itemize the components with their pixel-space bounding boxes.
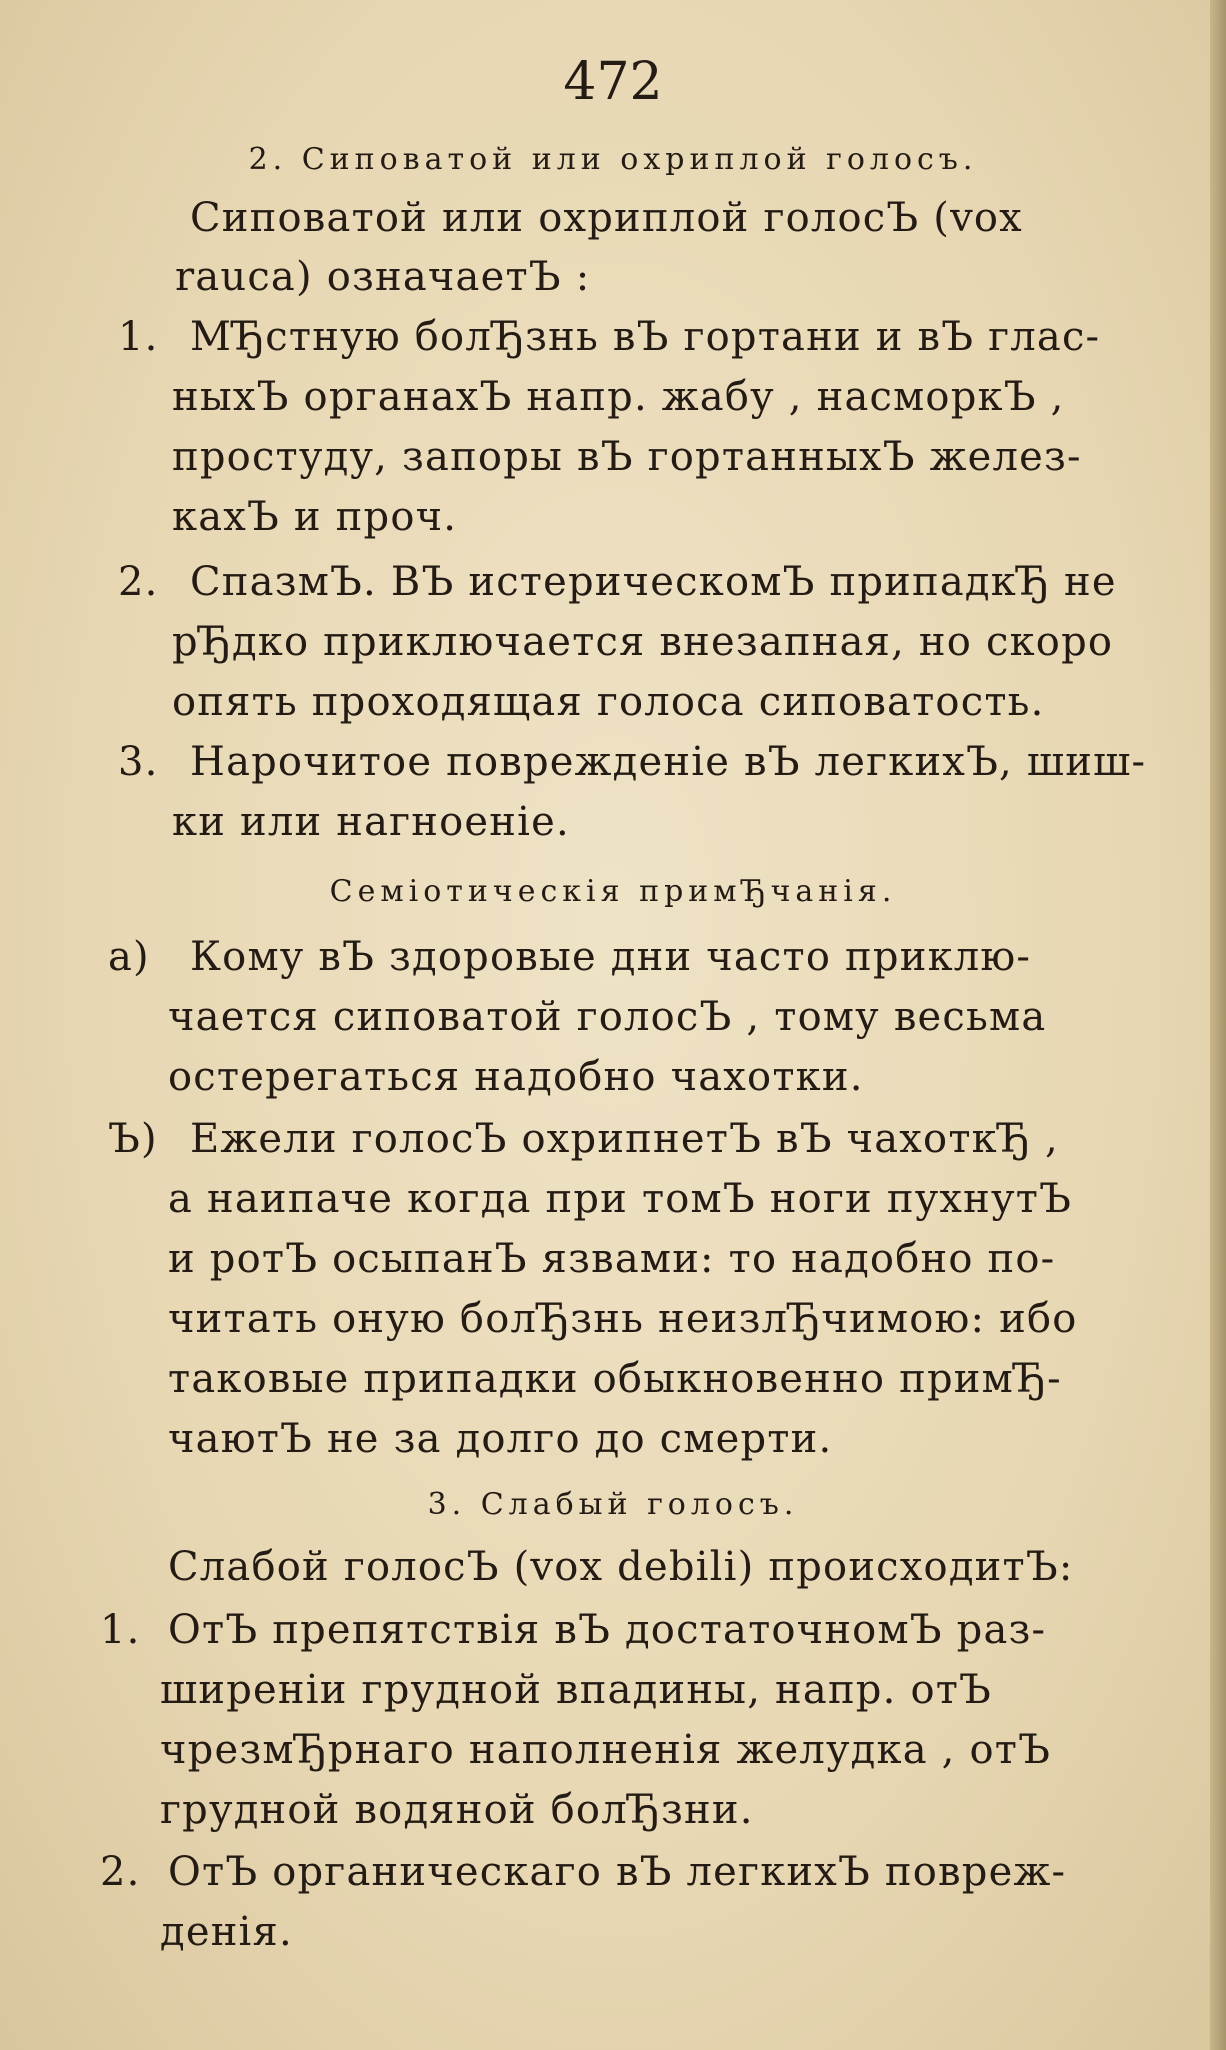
text-line: кахЪ и проч. — [172, 494, 458, 540]
text-line: Кому вЪ здоровые дни часто приклю- — [190, 934, 1032, 980]
section-2-intro-line: rauca) означаетЪ : — [175, 254, 591, 300]
item-marker: a) — [108, 934, 150, 980]
text-line: остерегаться надобно чахотки. — [168, 1054, 864, 1100]
text-line: грудной водяной болЂзни. — [160, 1787, 754, 1833]
item-marker: 2. — [118, 559, 159, 605]
text-line: ныхЪ органахЪ напр. жабу , насморкЪ , — [172, 374, 1065, 420]
section-3-intro-line: Слабой голосЪ (vox debili) происходитЪ: — [168, 1544, 1074, 1590]
item-marker: 1. — [100, 1607, 141, 1653]
item-marker: 1. — [118, 314, 159, 360]
page-number: 472 — [563, 52, 663, 112]
text-line: ОтЪ органическаго вЪ легкихЪ повреж- — [168, 1849, 1067, 1895]
text-line: денія. — [160, 1909, 293, 1955]
text-line: МЂстную болЂзнь вЪ гортани и вЪ глас- — [190, 314, 1101, 360]
notes-title: Семіотическія примЂчанія. — [329, 874, 897, 909]
text-line: таковые припадки обыкновенно примЂ- — [168, 1356, 1062, 1402]
item-marker: 3. — [118, 739, 159, 785]
text-line: читать оную болЂзнь неизлЂчимою: ибо — [168, 1296, 1078, 1342]
section-3-title: 3. Слабый голосъ. — [427, 1487, 799, 1522]
page-gutter-shadow — [1210, 0, 1226, 2050]
text-line: Ежели голосЪ охрипнетЪ вЪ чахоткЂ , — [190, 1116, 1059, 1162]
text-line: рЂдко приключается внезапная, но скоро — [172, 619, 1114, 665]
text-line: СпазмЪ. ВЪ истерическомЪ припадкЂ не — [190, 559, 1117, 605]
text-line: ОтЪ препятствія вЪ достаточномЪ раз- — [168, 1607, 1047, 1653]
text-line: простуду, запоры вЪ гортанныхЪ желез- — [172, 434, 1082, 480]
text-line: ширеніи грудной впадины, напр. отЪ — [160, 1667, 993, 1713]
section-2-intro-line: Сиповатой или охриплой голосЪ (vox — [190, 195, 1023, 241]
text-line: Нарочитое поврежденіе вЪ легкихЪ, шиш- — [190, 739, 1147, 785]
text-line: а наипаче когда при томЪ ноги пухнутЪ — [168, 1176, 1073, 1222]
text-line: и ротЪ осыпанЪ язвами: то надобно по- — [168, 1236, 1056, 1282]
text-line: ки или нагноеніе. — [172, 799, 570, 845]
section-2-title: 2. Сиповатой или охриплой голосъ. — [248, 142, 978, 177]
text-line: опять проходящая голоса сиповатость. — [172, 679, 1045, 725]
text-line: чаютЪ не за долго до смерти. — [168, 1416, 833, 1462]
text-line: чрезмЂрнаго наполненія желудка , отЪ — [160, 1727, 1052, 1773]
item-marker: 2. — [100, 1849, 141, 1895]
text-line: чается сиповатой голосЪ , тому весьма — [168, 994, 1047, 1040]
item-marker: Ъ) — [108, 1116, 158, 1162]
